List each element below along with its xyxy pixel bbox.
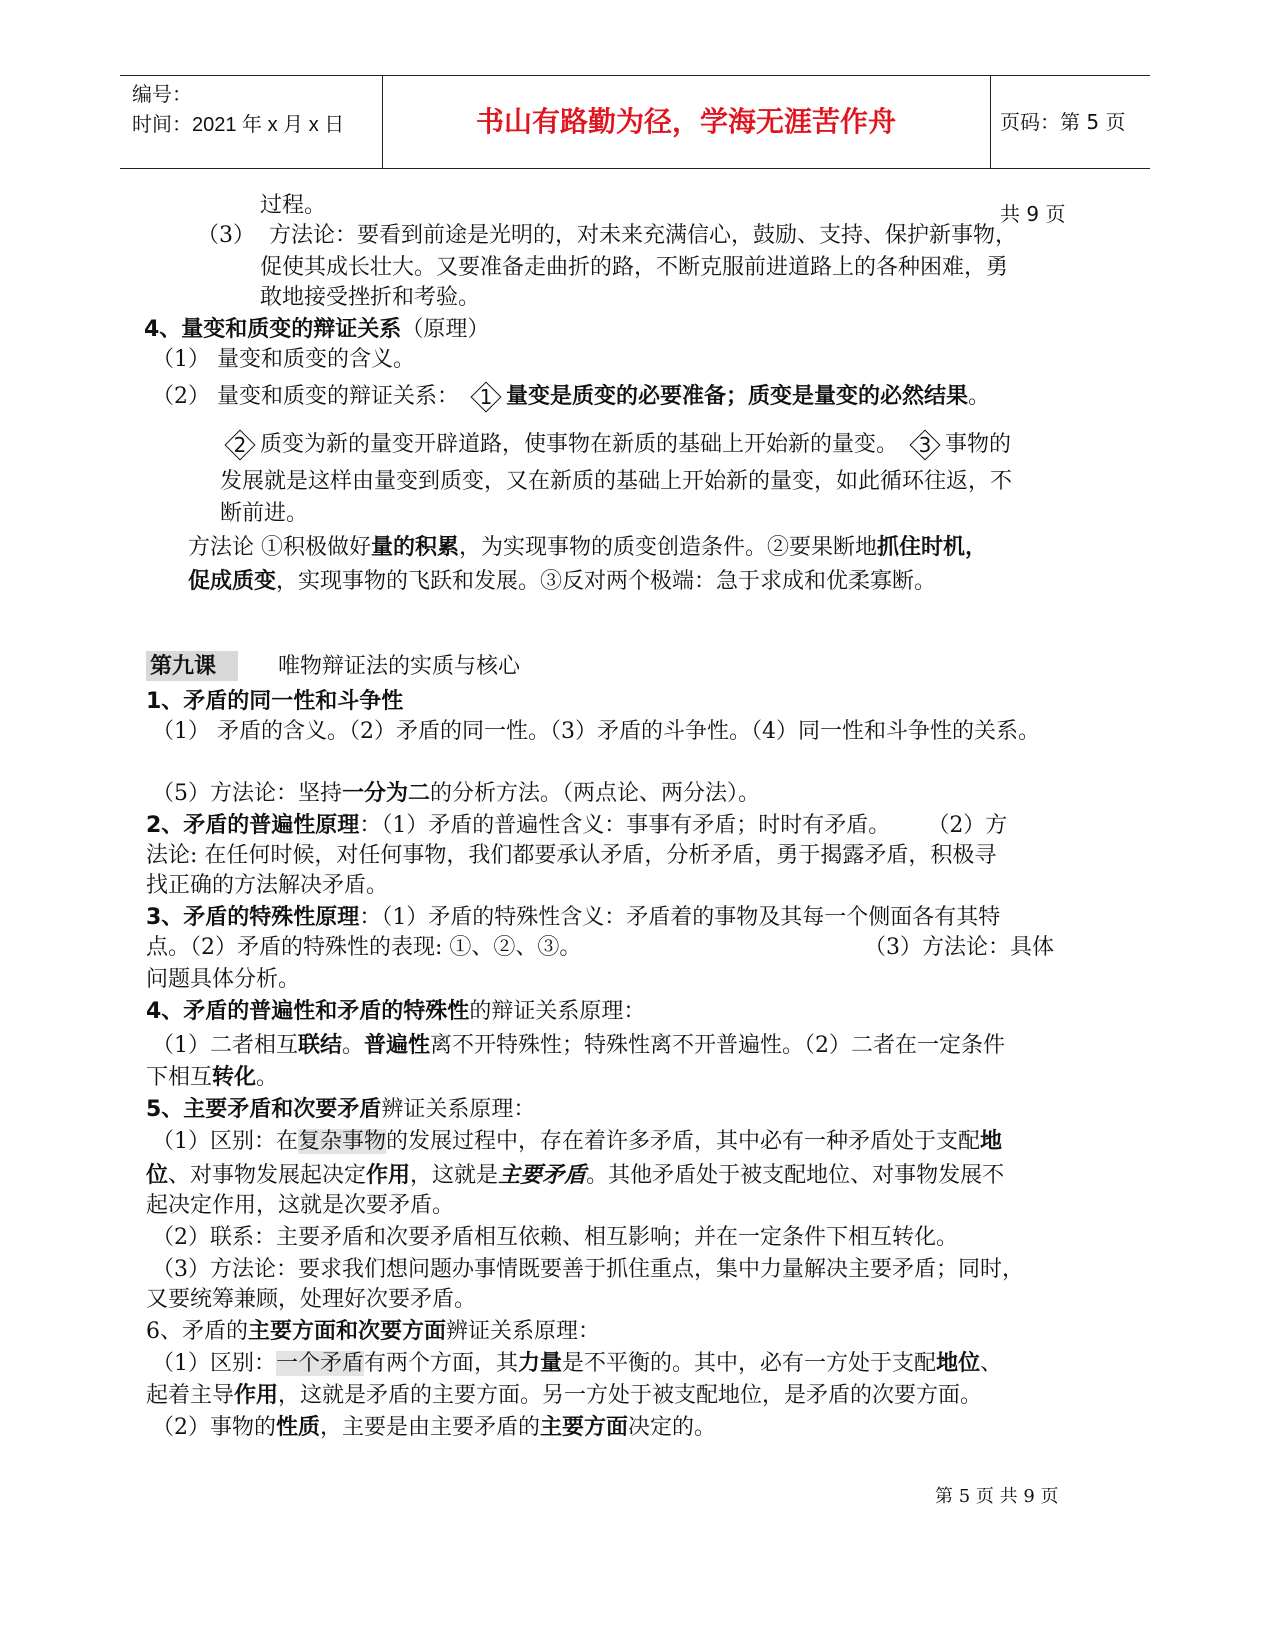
text-line: 敢地接受挫折和考验。 <box>260 285 481 310</box>
text-line: 又要统筹兼顾，处理好次要矛盾。 <box>146 1287 477 1312</box>
lesson-title: 第九课 唯物辩证法的实质与核心 <box>146 650 520 683</box>
text-line: 问题具体分析。 <box>146 967 301 992</box>
text-line: 发展就是这样由量变到质变，又在新质的基础上开始新的量变，如此循环往返，不 <box>220 469 1013 494</box>
text-line: 起决定作用，这就是次要矛盾。 <box>146 1193 455 1218</box>
number-label: 编号： <box>132 84 192 106</box>
text-line: （5）方法论：坚持一分为二的分析方法。（两点论、两分法）。 <box>152 781 761 806</box>
text-line: 找正确的方法解决矛盾。 <box>146 873 389 898</box>
text-line: 起着主导作用，这就是矛盾的主要方面。另一方处于被支配地位，是矛盾的次要方面。 <box>146 1383 983 1408</box>
text-line: 过程。 <box>260 193 327 218</box>
diamond-number-badge: 2 <box>223 428 257 462</box>
text-line: 法论: 在任何时候，对任何事物，我们都要承认矛盾，分析矛盾，勇于揭露矛盾，积极寻 <box>146 843 997 868</box>
section-heading: 6、矛盾的主要方面和次要方面辨证关系原理： <box>146 1319 601 1344</box>
text-line: 3、矛盾的特殊性原理：（1）矛盾的特殊性含义：矛盾着的事物及其每一个侧面各有其特 <box>146 905 1001 930</box>
text-line: （3）方法论：具体 <box>864 935 1054 960</box>
text-line: （1） 量变和质变的含义。 <box>152 347 415 372</box>
header-meta <box>132 80 382 140</box>
text-line: （1）二者相互联结。普遍性离不开特殊性；特殊性离不开普遍性。（2）二者在一定条件 <box>152 1033 1006 1058</box>
text-line: 促成质变，实现事物的飞跃和发展。③反对两个极端：急于求成和优柔寡断。 <box>188 569 937 594</box>
lesson-tag: 第九课 <box>146 651 238 681</box>
text-line: 位、对事物发展起决定作用，这就是主要矛盾。其他矛盾处于被支配地位、对事物发展不 <box>146 1163 1005 1188</box>
header-motto: 书山有路勤为径，学海无涯苦作舟 <box>475 105 896 138</box>
section-heading: 4、矛盾的普遍性和矛盾的特殊性的辩证关系原理： <box>146 999 646 1024</box>
text-line: （2）联系：主要矛盾和次要矛盾相互依赖、相互影响；并在一定条件下相互转化。 <box>152 1225 958 1250</box>
text-line: 方法论 ①积极做好量的积累，为实现事物的质变创造条件。②要果断地抓住时机， <box>188 535 988 560</box>
section-heading: 4、量变和质变的辩证关系（原理） <box>144 317 490 342</box>
time-label: 时间：2021 年 x 月 x 日 <box>132 114 345 136</box>
section-heading: 5、主要矛盾和次要矛盾辨证关系原理： <box>146 1097 536 1122</box>
text-line: （1）区别：在复杂事物的发展过程中，存在着许多矛盾，其中必有一种矛盾处于支配地 <box>152 1129 1003 1154</box>
text-line: （2）事物的性质，主要是由主要矛盾的主要方面决定的。 <box>152 1415 717 1440</box>
text-line: 断前进。 <box>220 501 309 526</box>
text-line: 点。（2）矛盾的特殊性的表现: ①、②、③。 <box>146 935 582 960</box>
text-line: 下相互转化。 <box>146 1065 279 1090</box>
diamond-number-badge: 3 <box>908 428 942 462</box>
text-line: 2 质变为新的量变开辟道路，使事物在新质的基础上开始新的量变。 3 事物的 <box>220 428 1011 462</box>
diamond-number-badge: 1 <box>469 380 503 414</box>
section-heading: 1、矛盾的同一性和斗争性 <box>146 689 404 714</box>
text-line: （2） 量变和质变的辩证关系： 1 量变是质变的必要准备；质变是量变的必然结果。 <box>152 380 990 414</box>
page-footer: 第 5 页 共 9 页 <box>935 1486 1059 1507</box>
header-divider <box>990 76 991 168</box>
text-line: 2、矛盾的普遍性原理：（1）矛盾的普遍性含义：事事有矛盾；时时有矛盾。 （2）方 <box>146 813 1008 838</box>
text-line: （3）方法论：要求我们想问题办事情既要善于抓住重点，集中力量解决主要矛盾；同时， <box>152 1257 1025 1282</box>
text-line: （1） 矛盾的含义。（2）矛盾的同一性。（3）矛盾的斗争性。（4）同一性和斗争性的关系。 <box>152 719 1040 744</box>
text-line: （1）区别：一个矛盾有两个方面，其力量是不平衡的。其中，必有一方处于支配地位、 <box>152 1351 1003 1376</box>
header-page-info: 页码：第 5 页 共 9 页 <box>1000 110 1126 226</box>
text-line: （3） 方法论：要看到前途是光明的，对未来充满信心，鼓励、支持、保护新事物， <box>197 223 1018 248</box>
text-line: 促使其成长壮大。又要准备走曲折的路，不断克服前进道路上的各种困难，勇 <box>260 255 1009 280</box>
